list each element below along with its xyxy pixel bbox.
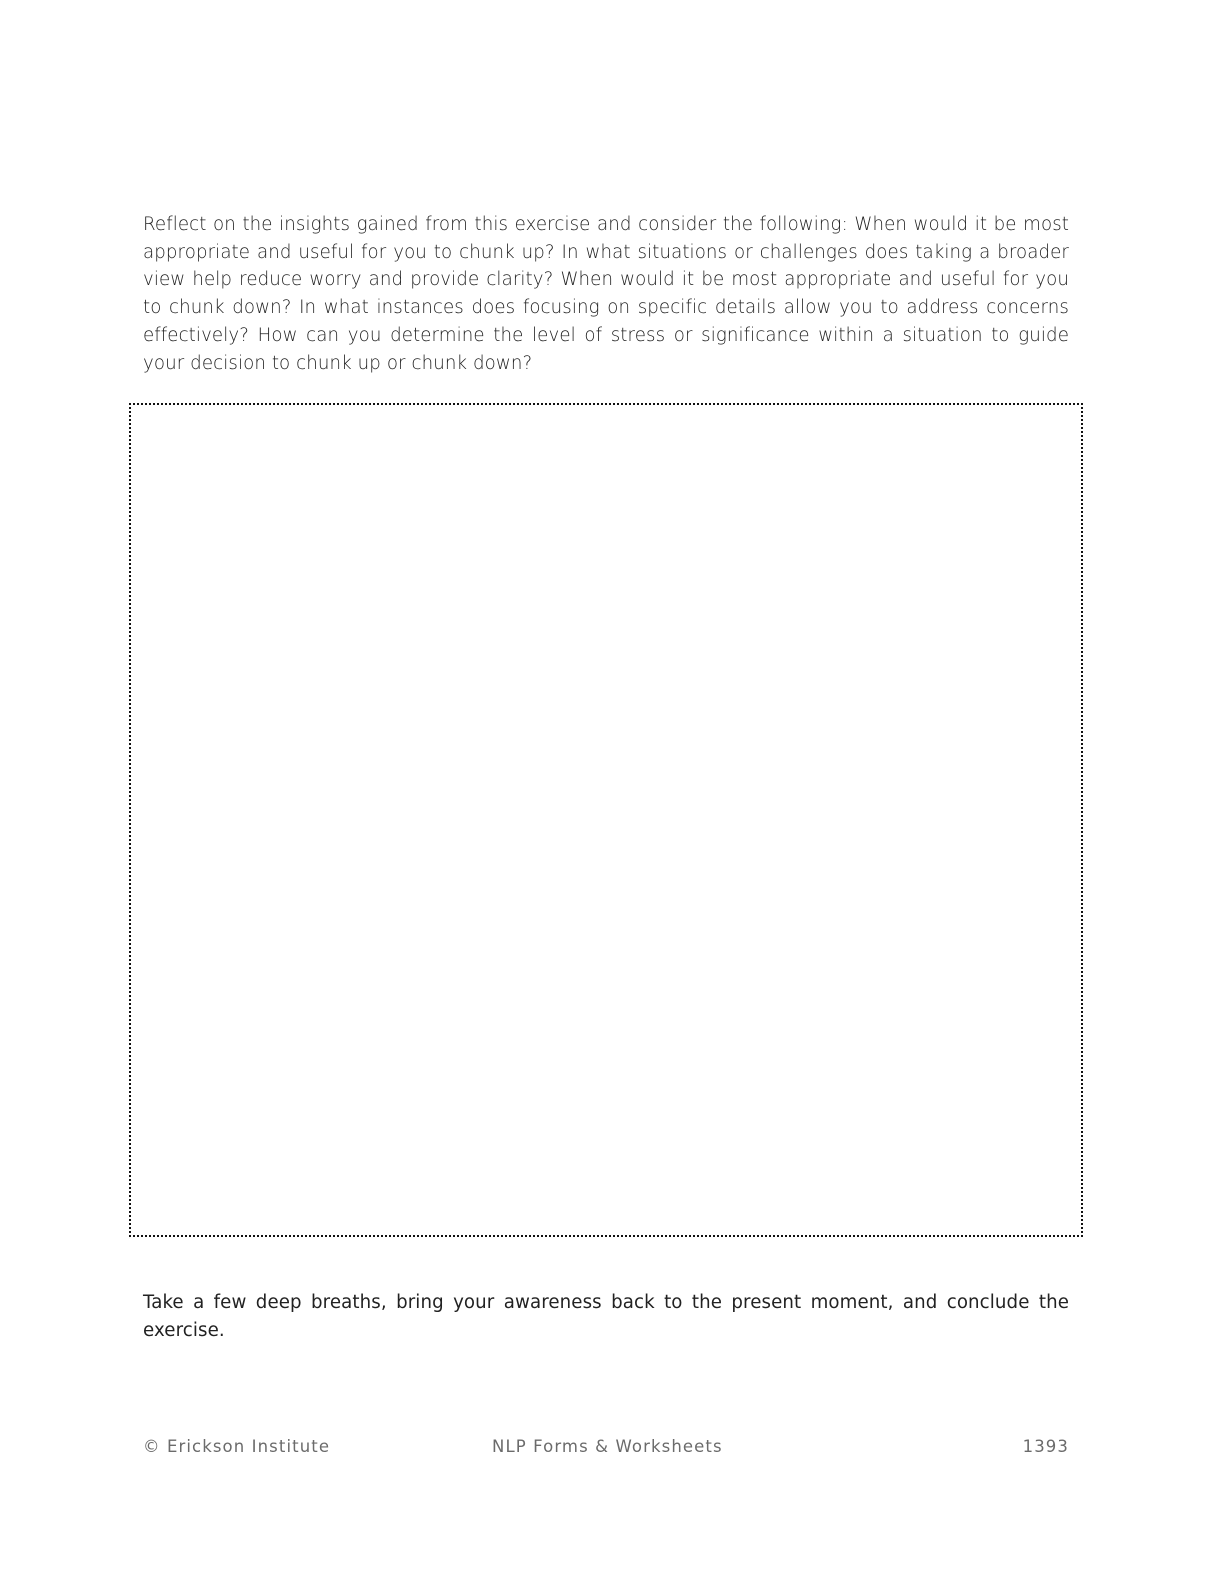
closing-instruction: Take a few deep breaths, bring your awareness back to the present moment, and conclude the exercise. xyxy=(143,1292,1069,1341)
page-footer xyxy=(143,1437,1069,1459)
reflection-prompt: Reflect on the insights gained from this exercise and consider the following: When would it be most appropriate and useful for you to chunk up? In what situations or challenges does taking a broader view help reduce worry and provide clarity? When would it be most appropriate and useful for you to chunk down? In what instances does focusing on specific details allow you to address concerns effectively? How can you determine the level of stress or significance within a situation to guide your decision to chunk up or chunk down? xyxy=(143,214,1069,374)
reflection-answer-box[interactable] xyxy=(129,403,1083,1237)
footer-copyright: © Erickson Institute xyxy=(143,1437,331,1456)
footer-page-number: 1393 xyxy=(1022,1437,1069,1456)
footer-document-title: NLP Forms & Worksheets xyxy=(492,1437,723,1456)
